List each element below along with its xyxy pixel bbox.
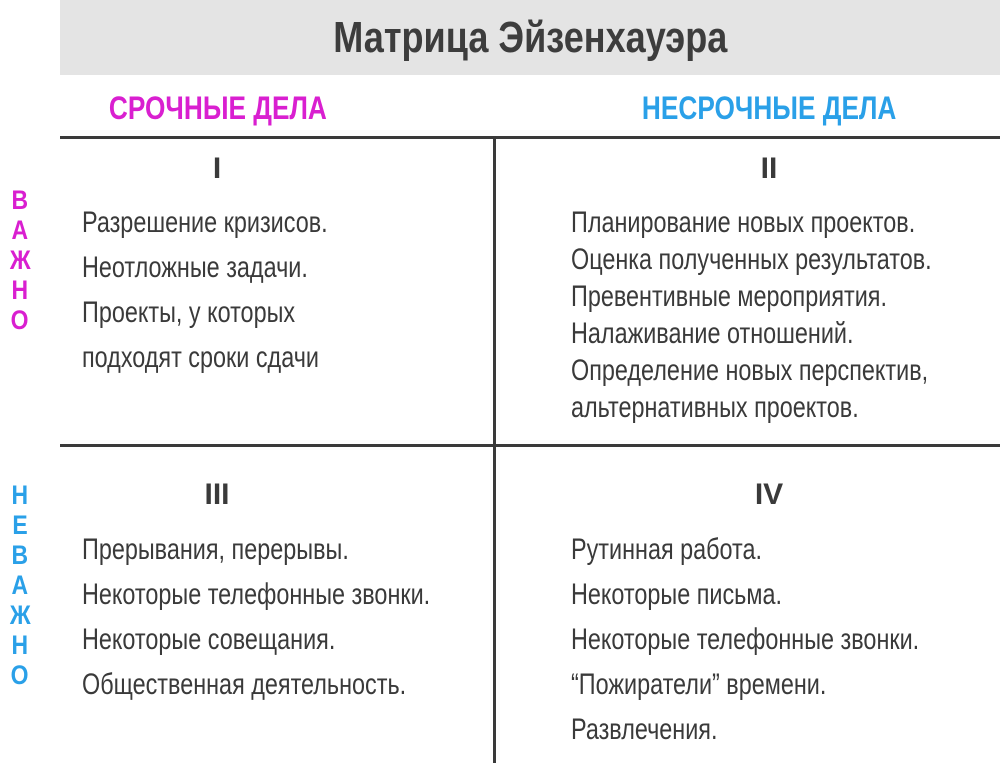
quadrant-3-list [82, 527, 528, 707]
list-item: Развлечения. [571, 713, 718, 746]
list-item: Некоторые телефонные звонки. [571, 623, 920, 656]
quadrant-2-list [571, 204, 1000, 426]
column-header-not-urgent-label: НЕСРОЧНЫЕ ДЕЛА [641, 89, 897, 126]
list-item: Общественная деятельность. [82, 668, 407, 701]
quadrant-4-list [571, 527, 1000, 752]
grid-line-middle [60, 444, 1000, 447]
list-item: Рутинная работа. [571, 533, 763, 566]
list-item: Планирование новых проектов. [571, 206, 916, 239]
row-label-letter: А [11, 570, 29, 600]
column-header-not-urgent [560, 82, 978, 134]
list-item: “Пожиратели” времени. [571, 668, 827, 701]
quadrant-1-number: I [212, 152, 222, 185]
row-label-letter: Н [11, 480, 29, 510]
row-label-letter: Н [11, 275, 29, 305]
row-label-not-important [0, 480, 40, 690]
row-label-letter: В [11, 540, 29, 570]
row-label-important [0, 185, 40, 335]
grid-line-top [60, 136, 1000, 139]
list-item: Налаживание отношений. [571, 317, 854, 350]
column-header-urgent [60, 82, 376, 134]
quadrant-4-number: IV [754, 478, 784, 511]
row-label-letter: Ж [9, 245, 31, 275]
list-item: Некоторые телефонные звонки. [82, 578, 431, 611]
quadrant-1-list [82, 200, 397, 380]
list-item: подходят сроки сдачи [82, 341, 319, 374]
row-label-letter: О [11, 305, 29, 335]
list-item: альтернативных проектов. [571, 391, 859, 424]
row-label-letter: Е [12, 510, 28, 540]
list-item: Некоторые письма. [571, 578, 782, 611]
list-item: Прерывания, перерывы. [82, 533, 349, 566]
title-bar [60, 0, 1000, 75]
column-header-urgent-label: СРОЧНЫЕ ДЕЛА [109, 89, 327, 126]
list-item: Оценка полученных результатов. [571, 243, 932, 276]
list-item: Определение новых перспектив, [571, 354, 929, 387]
row-label-letter: А [11, 215, 29, 245]
row-label-letter: В [11, 185, 29, 215]
row-label-letter: Ж [9, 600, 31, 630]
list-item: Некоторые совещания. [82, 623, 336, 656]
list-item: Проекты, у которых [82, 296, 296, 329]
list-item: Превентивные мероприятия. [571, 280, 887, 313]
list-item: Неотложные задачи. [82, 251, 308, 284]
row-label-letter: О [11, 660, 29, 690]
page-title: Матрица Эйзенхауэра [332, 12, 728, 62]
row-label-letter: Н [11, 630, 29, 660]
quadrant-2-number: II [760, 152, 778, 185]
quadrant-3-number: III [204, 478, 230, 511]
list-item: Разрешение кризисов. [82, 206, 328, 239]
